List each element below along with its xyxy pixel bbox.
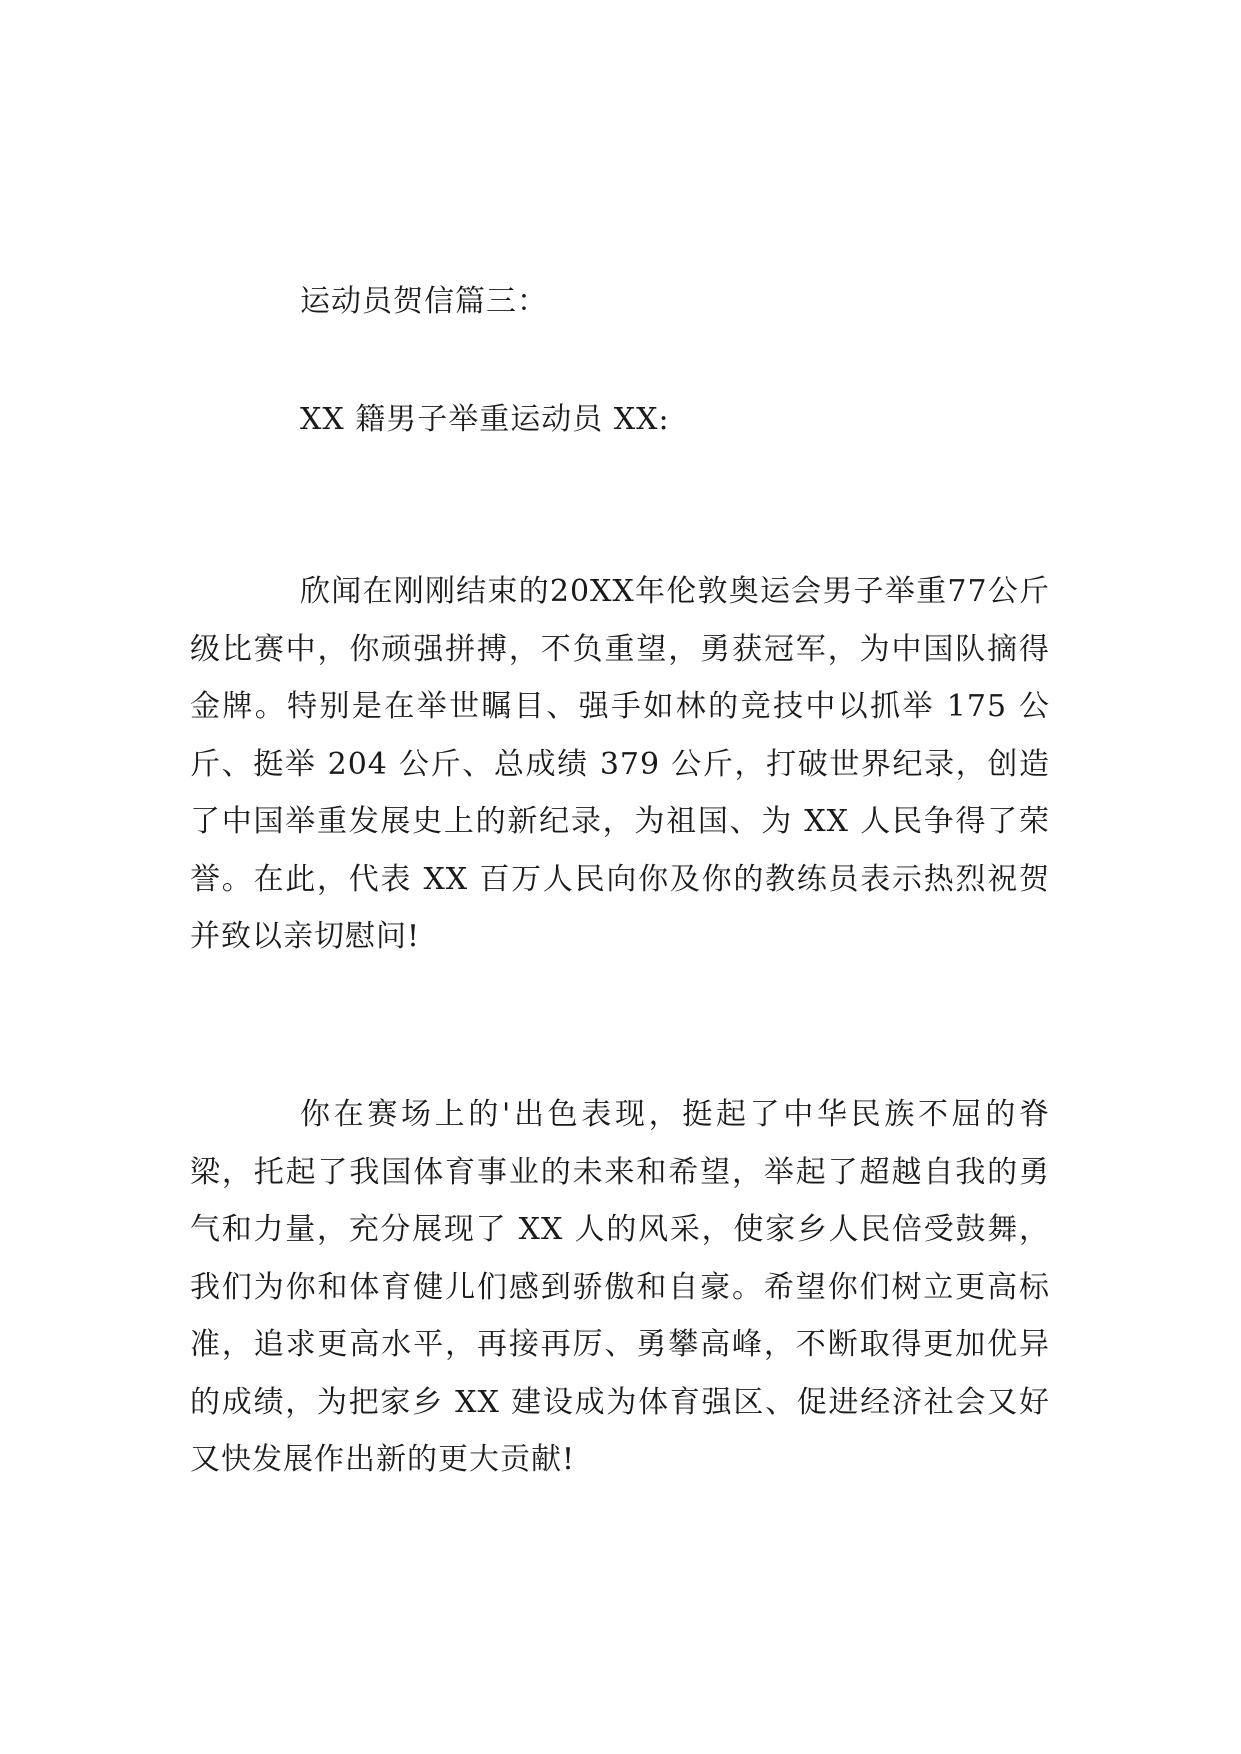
body-paragraph-congratulation: 欣闻在刚刚结束的20XX年伦敦奥运会男子举重77公斤级比赛中，你顽强拼搏，不负重望，勇获冠军，为中国队摘得金牌。特别是在举世瞩目、强手如林的竞技中以抓举 175 公斤、挺举 204 公斤、总成绩 379 公斤，打破世界纪录，创造了中国举重发展史上的新纪录，为祖国、为 XX 人民争得了荣誉。在此，代表 XX 百万人民向你及你的教练员表示热烈祝贺并致以亲切慰问! bbox=[190, 574, 1050, 954]
letter-salutation: XX 籍男子举重运动员 XX: bbox=[300, 402, 670, 437]
body-paragraph-hope: 你在赛场上的'出色表现，挺起了中华民族不屈的脊梁，托起了我国体育事业的未来和希望，举起了超越自我的勇气和力量，充分展现了 XX 人的风采，使家乡人民倍受鼓舞，我们为你和体育健儿们感到骄傲和自豪。希望你们树立更高标准，追求更高水平，再接再厉、勇攀高峰，不断取得更加优异的成绩，为把家乡 XX 建设成为体育强区、促进经济社会又好又快发展作出新的更大贡献! bbox=[190, 1097, 1050, 1477]
letter-title: 运动员贺信篇三： bbox=[300, 284, 548, 319]
